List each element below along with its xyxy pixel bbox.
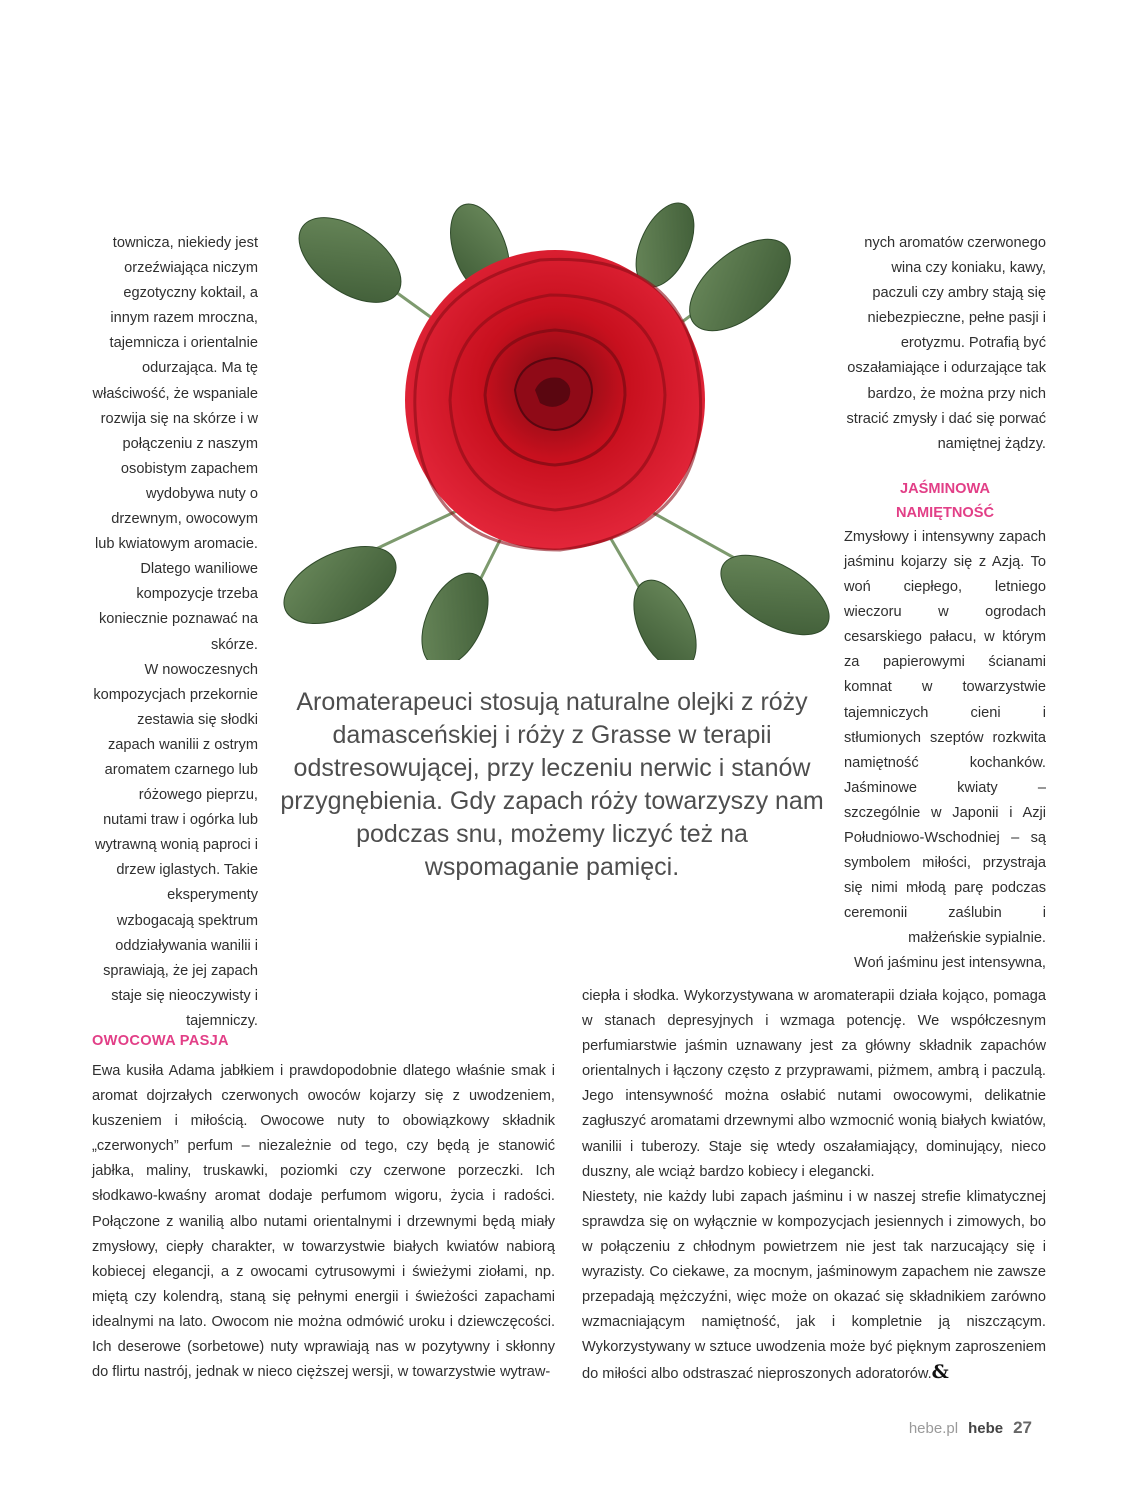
bottom-right-paragraph-1: ciepła i słodka. Wykorzystywana w aromaterapii działa kojąco, pomaga w stanach depresyjnych i wzmaga potencję. We współczesnym perfumiarstwie jaśmin uznawany jest za główny składnik zapachów orientalnych i łączony często z przyprawami, piżmem, ambrą i paczulą. Jego intensywność można osłabić nutami owocowymi, delikatnie zagłuszyć aromatami drzewnymi albo wzmocnić wonią białych kwiatów, wanilii i tuberozy. Staje się wtedy oszałamiający, dominujący, nieco duszny, ale wciąż bardzo kobiecy i elegancki. [582, 988, 1046, 1180]
footer-site: hebe.pl [908, 1420, 959, 1437]
page-footer [909, 1418, 1032, 1438]
end-mark-icon: & [931, 1361, 949, 1384]
bottom-left-paragraph: Ewa kusiła Adama jabłkiem i prawdopodobnie dlatego właśnie smak i aromat dojrzałych czerwonych owoców kojarzy się z uwodzeniem, kuszeniem i miłością. Owocowe nuty to obowiązkowy składnik „czerwonych” perfum – niezależnie od tego, czy będą je stanowić jabłka, maliny, truskawki, poziomki czy czerwone porzeczki. Ich słodkawo-kwaśny aromat dodaje perfumom wigoru, życia i radości. Połączone z wanilią albo nutami orientalnymi i drzewnymi będą miały zmysłowy, ciepły charakter, w towarzystwie białych kwiatów nabiorą kobiecej elegancji, a z owocami cytrusowymi i świeżymi ziołami, np. miętą czy kolendrą, staną się pełnymi energii i świeżości zapachami idealnymi na lato. Owocom nie można odmówić uroku i dziewczęcości. Ich deserowe (sorbetowe) nuty wprawiają nas w pozytywny i skłonny do flirtu nastrój, jednak w nieco cięższej wersji, w towarzystwie wytraw- [92, 1063, 555, 1381]
footer-brand: hebe [968, 1420, 1004, 1437]
rose-image [270, 200, 840, 660]
right-paragraph-1: Zmysłowy i intensywny zapach jaśminu kojarzy się z Azją. To woń ciepłego, letniego wieczoru w ogrodach cesarskiego pałacu, w którym za papierowymi ścianami komnat w towarzystwie tajemniczych cieni i stłumionych szeptów rozkwita namiętność kochanków. Jaśminowe kwiaty – szczególnie w Japonii i Azji Południowo-Wschodniej – są symbolem miłości, przystraja się nimi młodą parę podczas ceremonii zaślubin i małżeńskie sypialnie. [844, 528, 1046, 947]
heading-line: NAMIĘTNOŚĆ [895, 504, 995, 521]
red-rose-icon [270, 200, 840, 660]
bottom-right-paragraph-2 [582, 1185, 1046, 1388]
bottom-right-column [582, 984, 1046, 1388]
right-paragraph-2: Woń jaśminu jest intensywna, [854, 955, 1046, 972]
left-paragraph-1: townicza, niekiedy jest orzeźwiająca niczym egzotyczny koktail, a innym razem mroczna, tajemnicza i orientalnie odurzająca. Ma tę właściwość, że wspaniale rozwija się na skórze i w połączeniu z naszym osobistym zapachem wydobywa nuty o drzewnym, owocowym lub kwiatowym aromacie. Dlatego waniliowe kompozycje trzeba koniecznie poznawać na skórze. [92, 235, 258, 653]
page-number: 27 [1013, 1418, 1032, 1437]
section-heading-fruit: OWOCOWA PASJA [92, 1033, 229, 1049]
bottom-right-paragraph-2-text: Niestety, nie każdy lubi zapach jaśminu i w naszej strefie klimatycznej sprawdza się on wyłącznie w kompozycjach jesiennych i zimowych, bo w połączeniu z chłodnym powietrzem nie jest tak narzucający się i wyrazisty. Co ciekawe, za mocnym, jaśminowym zapachem nie zawsze przepadają mężczyźni, więc może on okazać się składnikiem zarówno wzmacniającym namiętność, jak i kompletnie ją niszczącym. Wykorzystywany w sztuce uwodzenia może być pięknym zaproszeniem do miłości albo odstraszać nieproszonych adoratorów. [582, 1188, 1046, 1383]
left-paragraph-2: W nowoczesnych kompozycjach przekornie zestawia się słodki zapach wanilii z ostrym aromatem czarnego lub różowego pieprzu, nutami traw i ogórka lub wytrawną wonią paproci i drzew iglastych. Takie eksperymenty wzbogacają spektrum oddziaływania wanilii i sprawiają, że jej zapach staje się nieoczywisty i tajemniczy. [93, 661, 258, 1029]
bottom-left-column [92, 1029, 555, 1385]
right-column [844, 231, 1046, 977]
pull-quote: Aromaterapeuci stosują naturalne olejki z róży damasceńskiej i róży z Grasse w terapii odstresowującej, przy leczeniu nerwic i stanów przygnębienia. Gdy zapach róży towarzyszy nam podczas snu, możemy liczyć też na wspomaganie pamięci. [280, 688, 824, 881]
heading-line: JAŚMINOWA [900, 480, 990, 497]
left-column [92, 231, 258, 1034]
section-heading-jasmine [844, 477, 1046, 525]
right-intro-paragraph: nych aromatów czerwonego wina czy koniaku, kawy, paczuli czy ambry stają się niebezpieczne, pełne pasji i erotyzmu. Potrafią być oszałamiające i odurzające tak bardzo, że można przy nich stracić zmysły i dać się porwać namiętnej żądzy. [846, 235, 1046, 452]
